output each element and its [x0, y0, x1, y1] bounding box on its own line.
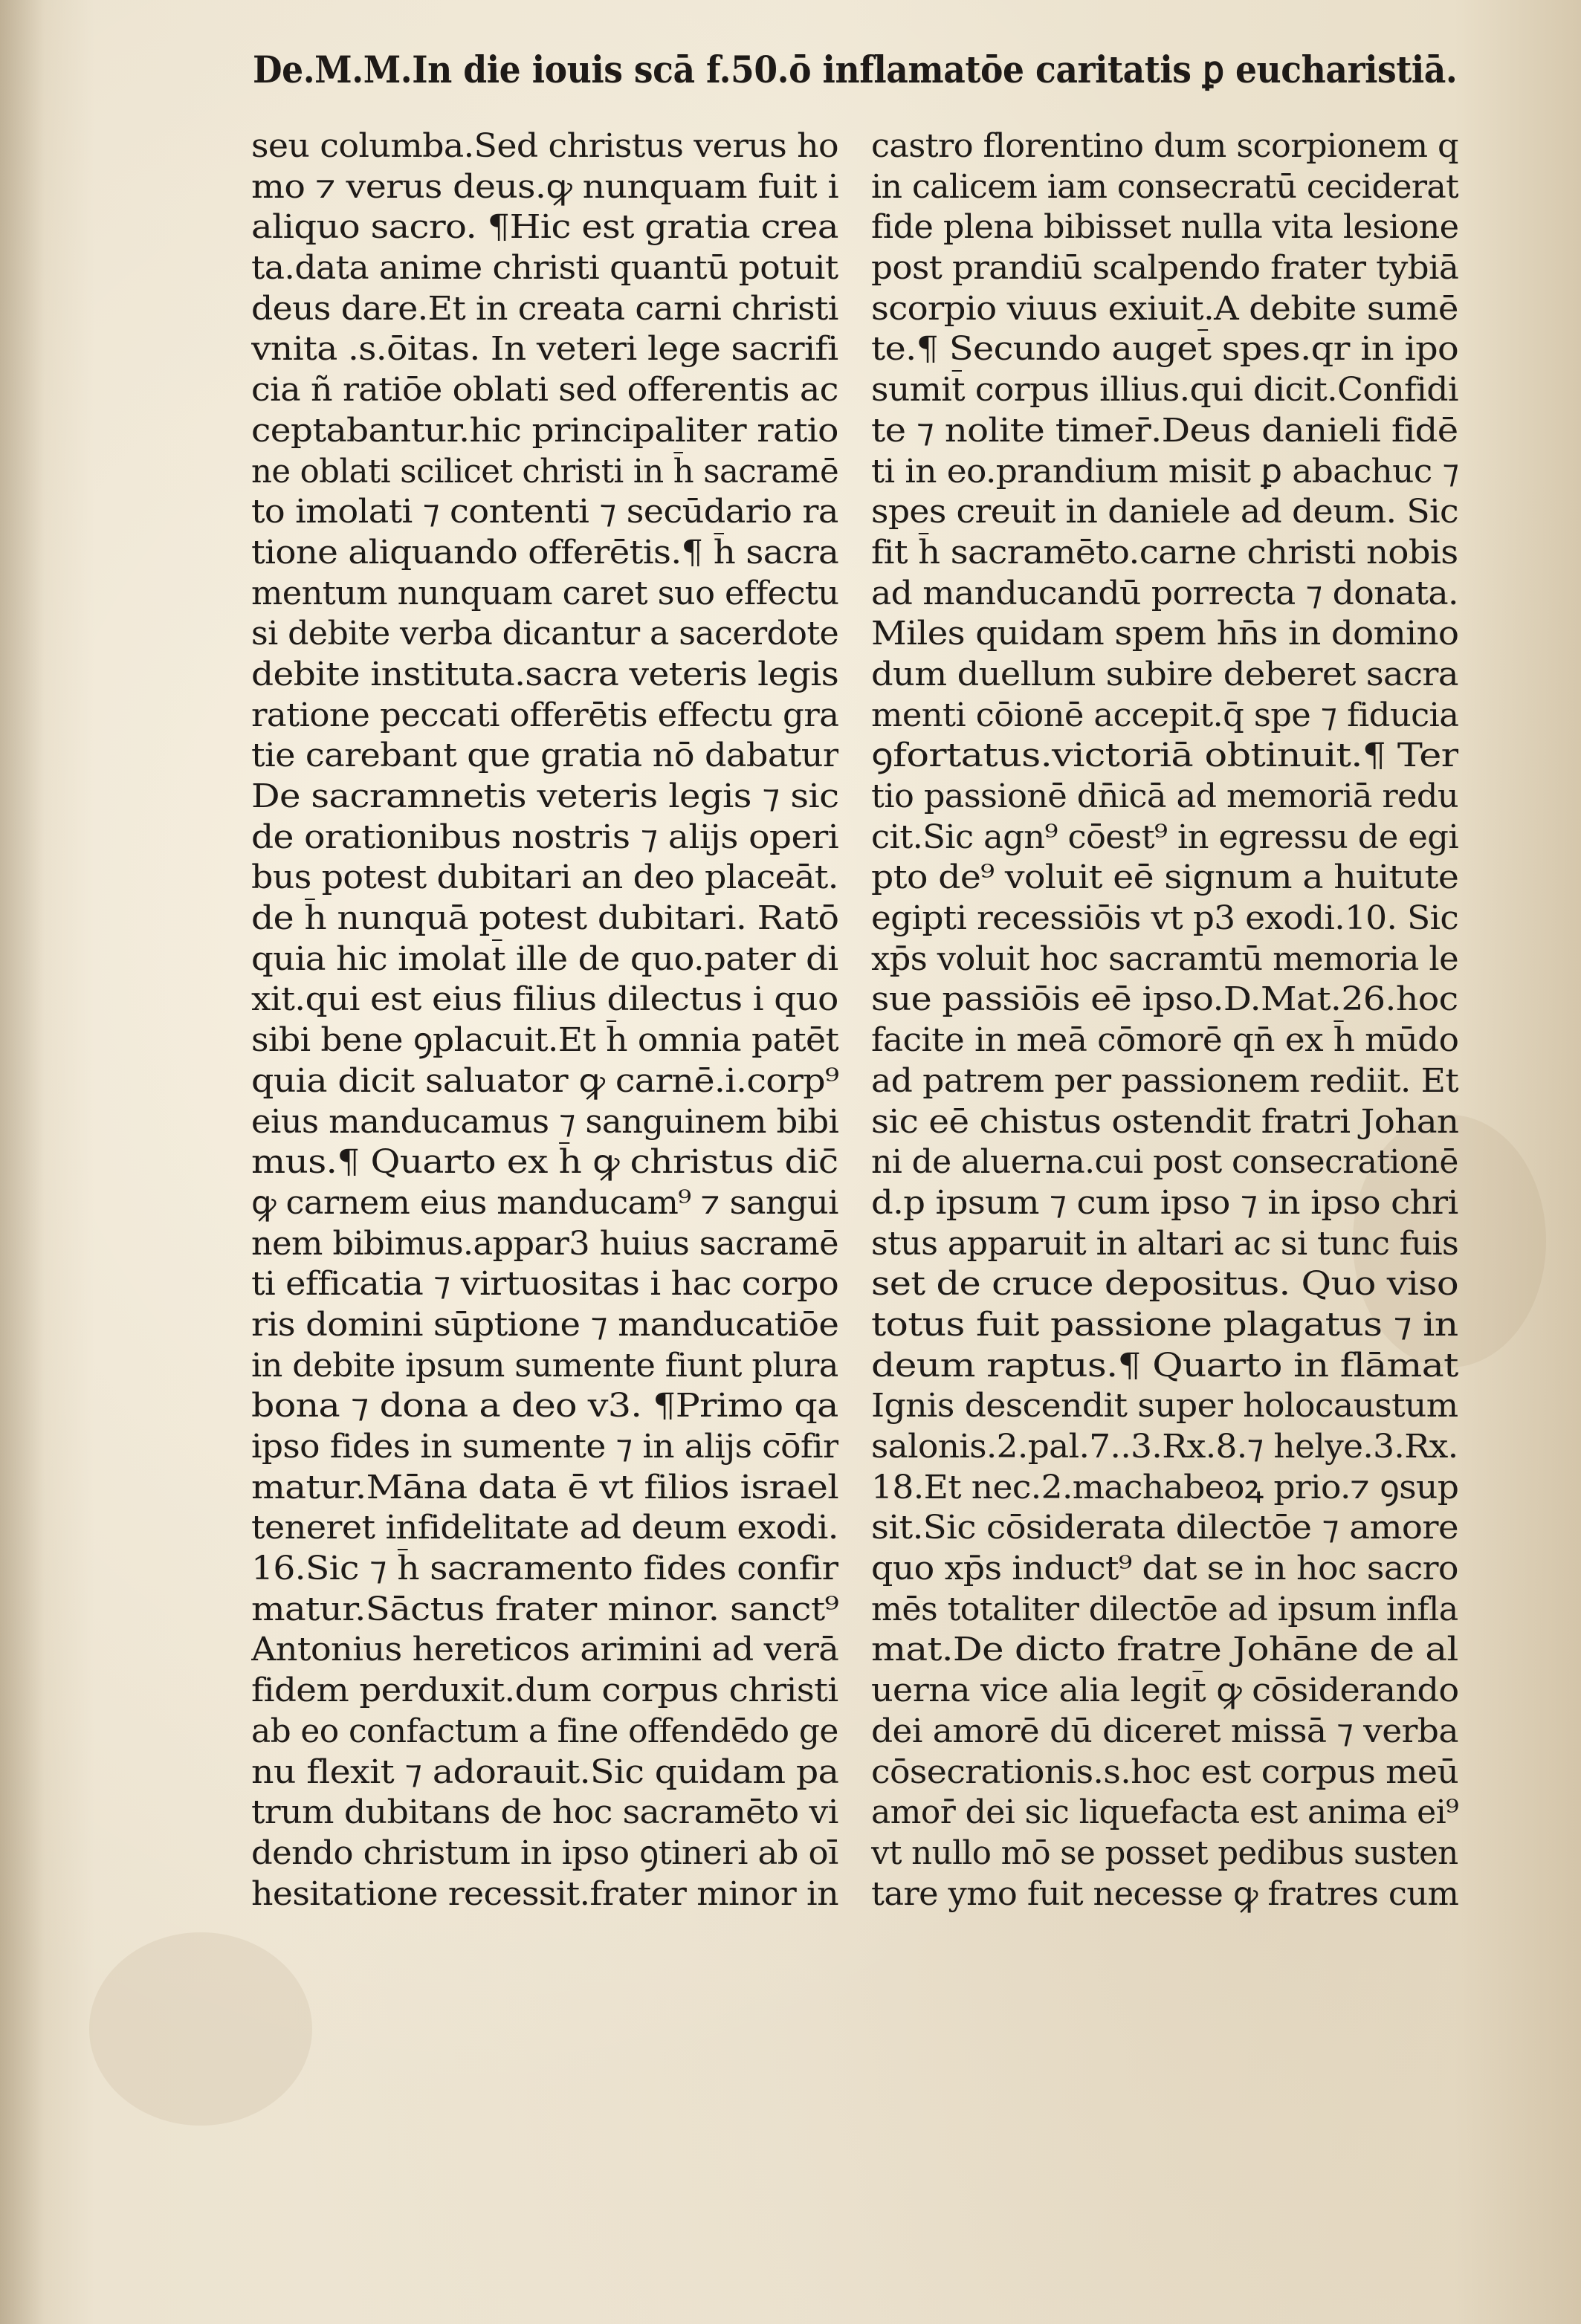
text-line: cia ñ ratiōe oblati sed offerentis ac	[251, 371, 838, 410]
text-line: ab eo confactum a fine offendēdo ge	[251, 1712, 838, 1750]
text-line: bus potest dubitari an deo placeāt.	[251, 858, 838, 897]
text-line: hesitatione recessit.frater minor in	[251, 1874, 838, 1913]
text-line: in debite ipsum sumente fiunt plura	[251, 1346, 838, 1385]
text-line: dei amorē dū diceret missā ⁊ verba	[871, 1712, 1458, 1750]
text-line: eius manducamus ⁊ sanguinem bibi	[251, 1102, 838, 1141]
text-line: Antonius hereticos arimini ad verā	[251, 1631, 838, 1669]
text-line: quia hic imolat̄ ille de quo.pater di	[251, 939, 838, 978]
text-line: 16.Sic ⁊ h̄ sacramento fides confir	[251, 1550, 838, 1588]
text-line: nu flexit ⁊ adorauit.Sic quidam pa	[251, 1752, 838, 1791]
text-line: post prandiū scalpendo frater tybiā	[871, 249, 1458, 288]
text-line: sibi bene ꝯplacuit.Et h̄ omnia patēt	[251, 1021, 838, 1060]
text-line: xp̄s voluit hoc sacramtū memoria le	[871, 939, 1458, 978]
text-line: De sacramnetis veteris legis ⁊ sic	[251, 777, 838, 815]
text-line: aliquo sacro. ¶Hic est gratia crea	[251, 208, 838, 247]
running-header: De.M.M.In die iouis scā f.50.ō inflamatōe caritatis ꝑ eucharistiā.	[253, 48, 1458, 91]
text-line: tione aliquando offerētis.¶ h̄ sacra	[251, 533, 838, 572]
text-line: Miles quidam spem hn̄s in domino	[871, 615, 1458, 653]
text-line: ad patrem per passionem rediit. Et	[871, 1061, 1458, 1100]
text-line: ad manducandū porrecta ⁊ donata.	[871, 574, 1458, 612]
text-line: bona ⁊ dona a deo v3. ¶Primo qa	[251, 1387, 838, 1425]
text-line: fit h̄ sacramēto.carne christi nobis	[871, 533, 1458, 572]
text-line: mus.¶ Quarto ex h̄ ꝙ christus dic̄	[251, 1143, 838, 1182]
text-line: menti cōionē accepit.q̄ spe ⁊ fiducia	[871, 696, 1458, 734]
text-line: scorpio viuus exiuit.A debite sumē	[871, 289, 1458, 328]
text-line: vt nullo mō se posset pedibus susten	[871, 1833, 1458, 1872]
text-line: fidem perduxit.dum corpus christi	[251, 1671, 838, 1710]
binding-shadow	[0, 0, 45, 2324]
text-line: debite instituta.sacra veteris legis	[251, 655, 838, 693]
text-line: matur.Sāctus frater minor. sanct⁹	[251, 1590, 838, 1628]
text-line: cōsecrationis.s.hoc est corpus meū	[871, 1752, 1458, 1791]
text-line: matur.Māna data ē vt filios israel	[251, 1468, 838, 1506]
text-line: amor̄ dei sic liquefacta est anima ei⁹	[871, 1793, 1458, 1832]
paper-stain	[89, 1932, 312, 2126]
text-line: fide plena bibisset nulla vita lesione	[871, 208, 1458, 247]
text-line: quia dicit saluator ꝙ carnē.i.corp⁹	[251, 1061, 838, 1100]
text-line: sic eē chistus ostendit fratri Johan	[871, 1102, 1458, 1141]
text-line: spes creuit in daniele ad deum. Sic	[871, 493, 1458, 531]
text-line: tie carebant que gratia nō dabatur	[251, 737, 838, 775]
text-line: ne oblati scilicet christi in h̄ sacramē	[251, 452, 838, 491]
right-text-column	[871, 126, 1458, 1914]
text-line: mo ⁊ verus deus.ꝙ nunquam fuit i	[251, 167, 838, 206]
text-line: sit.Sic cōsiderata dilectōe ⁊ amore	[871, 1509, 1458, 1547]
text-line: de h̄ nunquā potest dubitari. Ratō	[251, 899, 838, 938]
text-line: trum dubitans de hoc sacramēto vi	[251, 1793, 838, 1832]
text-line: te.¶ Secundo auget̄ spes.qr in ipo	[871, 330, 1458, 369]
text-line: set de cruce depositus. Quo viso	[871, 1265, 1458, 1304]
text-line: mēs totaliter dilectōe ad ipsum infla	[871, 1590, 1458, 1628]
text-line: quo xp̄s induct⁹ dat se in hoc sacro	[871, 1550, 1458, 1588]
left-text-column	[251, 126, 838, 1914]
text-line: uerna vice alia legit̄ ꝙ cōsiderando	[871, 1671, 1458, 1710]
text-line: si debite verba dicantur a sacerdote	[251, 615, 838, 653]
text-line: facite in meā cōmorē qn̄ ex h̄ mūdo	[871, 1021, 1458, 1060]
text-line: vnita .s.ōitas. In veteri lege sacrifi	[251, 330, 838, 369]
text-line: nem bibimus.appar3 huius sacramē	[251, 1224, 838, 1263]
text-line: dum duellum subire deberet sacra	[871, 655, 1458, 693]
text-line: de orationibus nostris ⁊ alijs operi	[251, 818, 838, 856]
text-line: in calicem iam consecratū ceciderat	[871, 167, 1458, 206]
text-line: deum raptus.¶ Quarto in flāmat	[871, 1346, 1458, 1385]
text-line: ipso fides in sumente ⁊ in alijs cōfir	[251, 1428, 838, 1466]
text-line: stus apparuit in altari ac si tunc fuis	[871, 1224, 1458, 1263]
text-line: ꝙ carnem eius manducam⁹ ⁊ sangui	[251, 1183, 838, 1222]
text-line: ceptabantur.hic principaliter ratio	[251, 411, 838, 450]
text-line: ꝯfortatus.victoriā obtinuit.¶ Ter	[871, 737, 1458, 775]
text-line: pto de⁹ voluit eē signum a huitute	[871, 858, 1458, 897]
text-line: cit.Sic agn⁹ cōest⁹ in egressu de egi	[871, 818, 1458, 856]
text-line: 18.Et nec.2.machabeoꝝ prio.⁊ ꝯsup	[871, 1468, 1458, 1506]
text-line: castro florentino dum scorpionem q	[871, 127, 1458, 165]
text-line: xit.qui est eius filius dilectus i quo	[251, 980, 838, 1019]
text-line: ris domini sūptione ⁊ manducatiōe	[251, 1305, 838, 1344]
text-line: mentum nunquam caret suo effectu	[251, 574, 838, 612]
text-line: teneret infidelitate ad deum exodi.	[251, 1509, 838, 1547]
text-line: ni de aluerna.cui post consecrationē	[871, 1143, 1458, 1182]
text-line: d.p ipsum ⁊ cum ipso ⁊ in ipso chri	[871, 1183, 1458, 1222]
text-line: ratione peccati offerētis effectu gra	[251, 696, 838, 734]
text-line: seu columba.Sed christus verus ho	[251, 127, 838, 165]
text-line: ti in eo.prandium misit ꝑ abachuc ⁊	[871, 452, 1458, 491]
text-line: tare ymo fuit necesse ꝙ fratres cum	[871, 1874, 1458, 1913]
text-line: egipti recessiōis vt p3 exodi.10. Sic	[871, 899, 1458, 938]
text-line: tio passionē dn̄icā ad memoriā redu	[871, 777, 1458, 815]
text-line: Ignis descendit super holocaustum	[871, 1387, 1458, 1425]
text-line: salonis.2.pal.7..3.Rx.8.⁊ helye.3.Rx.	[871, 1428, 1458, 1466]
text-line: ta.data anime christi quantū potuit	[251, 249, 838, 288]
text-line: totus fuit passione plagatus ⁊ in	[871, 1305, 1458, 1344]
text-line: to imolati ⁊ contenti ⁊ secūdario ra	[251, 493, 838, 531]
text-line: ti efficatia ⁊ virtuositas i hac corpo	[251, 1265, 838, 1304]
text-line: sumit̄ corpus illius.qui dicit.Confidi	[871, 371, 1458, 410]
text-line: dendo christum in ipso ꝯtineri ab oī	[251, 1833, 838, 1872]
text-line: deus dare.Et in creata carni christi	[251, 289, 838, 328]
text-line: te ⁊ nolite timer̄.Deus danieli fidē	[871, 411, 1458, 450]
text-line: mat.De dicto fratre Johāne de al	[871, 1631, 1458, 1669]
text-line: sue passiōis eē ipso.D.Mat.26.hoc	[871, 980, 1458, 1019]
